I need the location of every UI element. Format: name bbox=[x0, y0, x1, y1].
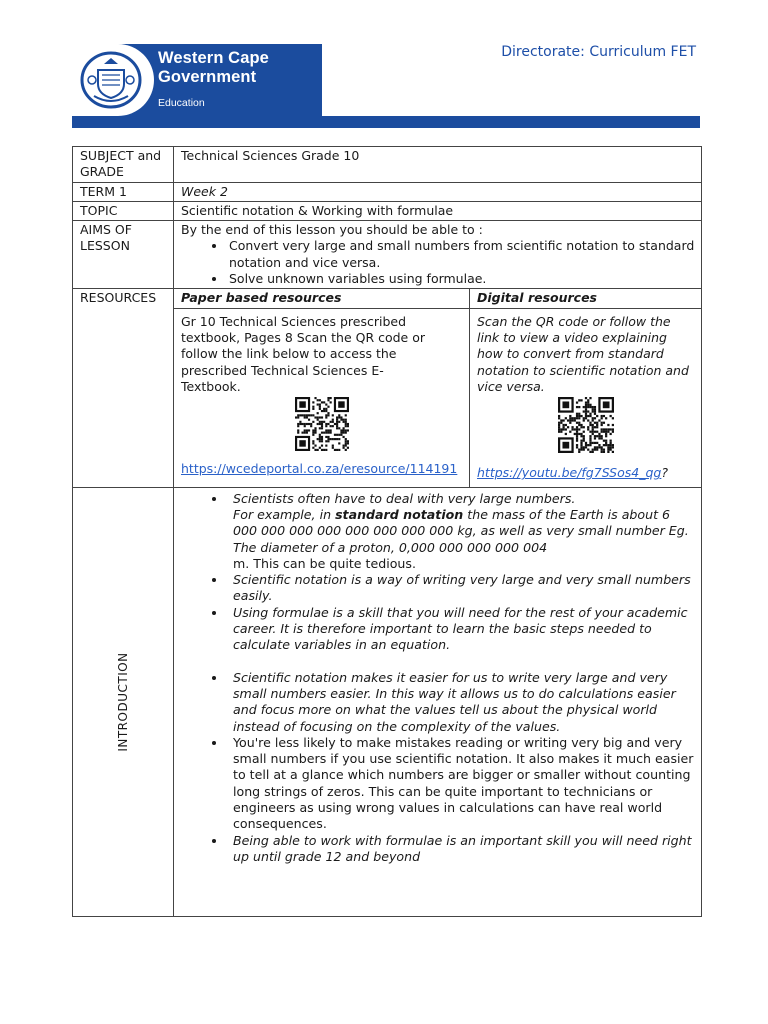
term-label: TERM 1 bbox=[73, 182, 174, 201]
qr-code-icon bbox=[295, 397, 349, 451]
video-link-suffix: ? bbox=[661, 465, 668, 481]
row-topic bbox=[73, 201, 702, 220]
topic-label: TOPIC bbox=[73, 201, 174, 220]
topic-value: Scientific notation & Working with formulae bbox=[174, 201, 702, 220]
aims-item: • Solve unknown variables using formulae. bbox=[227, 271, 695, 287]
qr-code-icon bbox=[558, 397, 614, 453]
brand-department: Education bbox=[158, 97, 205, 109]
aims-item: • Convert very large and small numbers from scientific notation to standard notation and vice versa. bbox=[227, 238, 695, 271]
paper-resources-text: Gr 10 Technical Sciences prescribed textbook, Pages 8 Scan the QR code or follow the link below to access the prescribed Technical Sciences E- Textbook. bbox=[181, 313, 426, 394]
subject-label: SUBJECT and GRADE bbox=[73, 147, 174, 183]
video-link[interactable]: https://youtu.be/fg7SSos4_qg bbox=[477, 465, 662, 481]
subject-value: Technical Sciences Grade 10 bbox=[174, 147, 702, 183]
introduction-list bbox=[181, 491, 695, 654]
directorate-title: Directorate: Curriculum FET bbox=[501, 44, 696, 60]
aims-label: AIMS OF LESSON bbox=[73, 221, 174, 289]
header-banner bbox=[72, 44, 322, 116]
qr-code-textbook[interactable] bbox=[181, 395, 463, 457]
row-introduction bbox=[73, 487, 702, 916]
lesson-plan-table bbox=[72, 146, 702, 917]
digital-resources-text: Scan the QR code or follow the link to view a video explaining how to convert from standard notation to scientific notation and vice versa. bbox=[477, 313, 689, 394]
brand-line-1: Western Cape bbox=[158, 49, 269, 67]
paper-resources-heading: Paper based resources bbox=[174, 289, 470, 308]
paper-resources-cell bbox=[174, 308, 470, 487]
intro-bullet: • You're less likely to make mistakes reading or writing very big and very small numbers if you use scientific notation. It also makes it much easier to tell at a glance which numbers are bigger or smaller without counting long strings of zeros. This can be quite important to technicians or engineers as using wrong values in calculations can have real world consequences. bbox=[227, 735, 695, 833]
qr-code-video[interactable] bbox=[477, 395, 695, 459]
introduction-label: INTRODUCTION bbox=[115, 652, 130, 752]
aims-list bbox=[181, 238, 695, 287]
row-subject bbox=[73, 147, 702, 183]
digital-resources-cell bbox=[470, 308, 702, 487]
intro-bullet: • Using formulae is a skill that you will need for the rest of your academic career. It is therefore important to learn the basic steps needed to calculate variables in an equation. bbox=[227, 605, 695, 654]
brand-text bbox=[158, 49, 269, 109]
intro-bullet: • Scientific notation makes it easier for us to write very large and very small numbers easier. In this way it allows us to do calculations easier and focus more on what the values tell us about the physical world instead of focusing on the complexity of the values. bbox=[227, 670, 695, 735]
introduction-list-2 bbox=[181, 670, 695, 866]
intro-bullet: • Scientific notation is a way of writing very large and very small numbers easily. bbox=[227, 572, 695, 605]
introduction-content bbox=[174, 487, 702, 916]
intro-bullet: • Scientists often have to deal with very large numbers. For example, in standard notation the mass of the Earth is about 6 000 000 000 000 000 000 000 000 kg, as well as very small number Eg. The diameter of a proton, 0,000 000 000 000 004 m. This can be quite tedious. bbox=[227, 491, 695, 572]
coat-of-arms-logo bbox=[72, 44, 154, 116]
spacer bbox=[181, 654, 695, 670]
brand-line-2: Government bbox=[158, 68, 257, 86]
row-term bbox=[73, 182, 702, 201]
digital-resources-heading: Digital resources bbox=[470, 289, 702, 308]
row-aims bbox=[73, 221, 702, 289]
intro-bullet: • Being able to work with formulae is an important skill you will need right up until grade 12 and beyond bbox=[227, 833, 695, 866]
aims-intro: By the end of this lesson you should be able to : bbox=[181, 222, 483, 238]
row-resources-headings bbox=[73, 289, 702, 308]
resources-label: RESOURCES bbox=[73, 289, 174, 487]
term-value: Week 2 bbox=[174, 182, 702, 201]
header-strip bbox=[72, 116, 700, 128]
aims-content bbox=[174, 221, 702, 289]
textbook-link[interactable]: https://wcedeportal.co.za/eresource/114191 bbox=[181, 461, 458, 477]
introduction-label-cell bbox=[73, 487, 174, 916]
